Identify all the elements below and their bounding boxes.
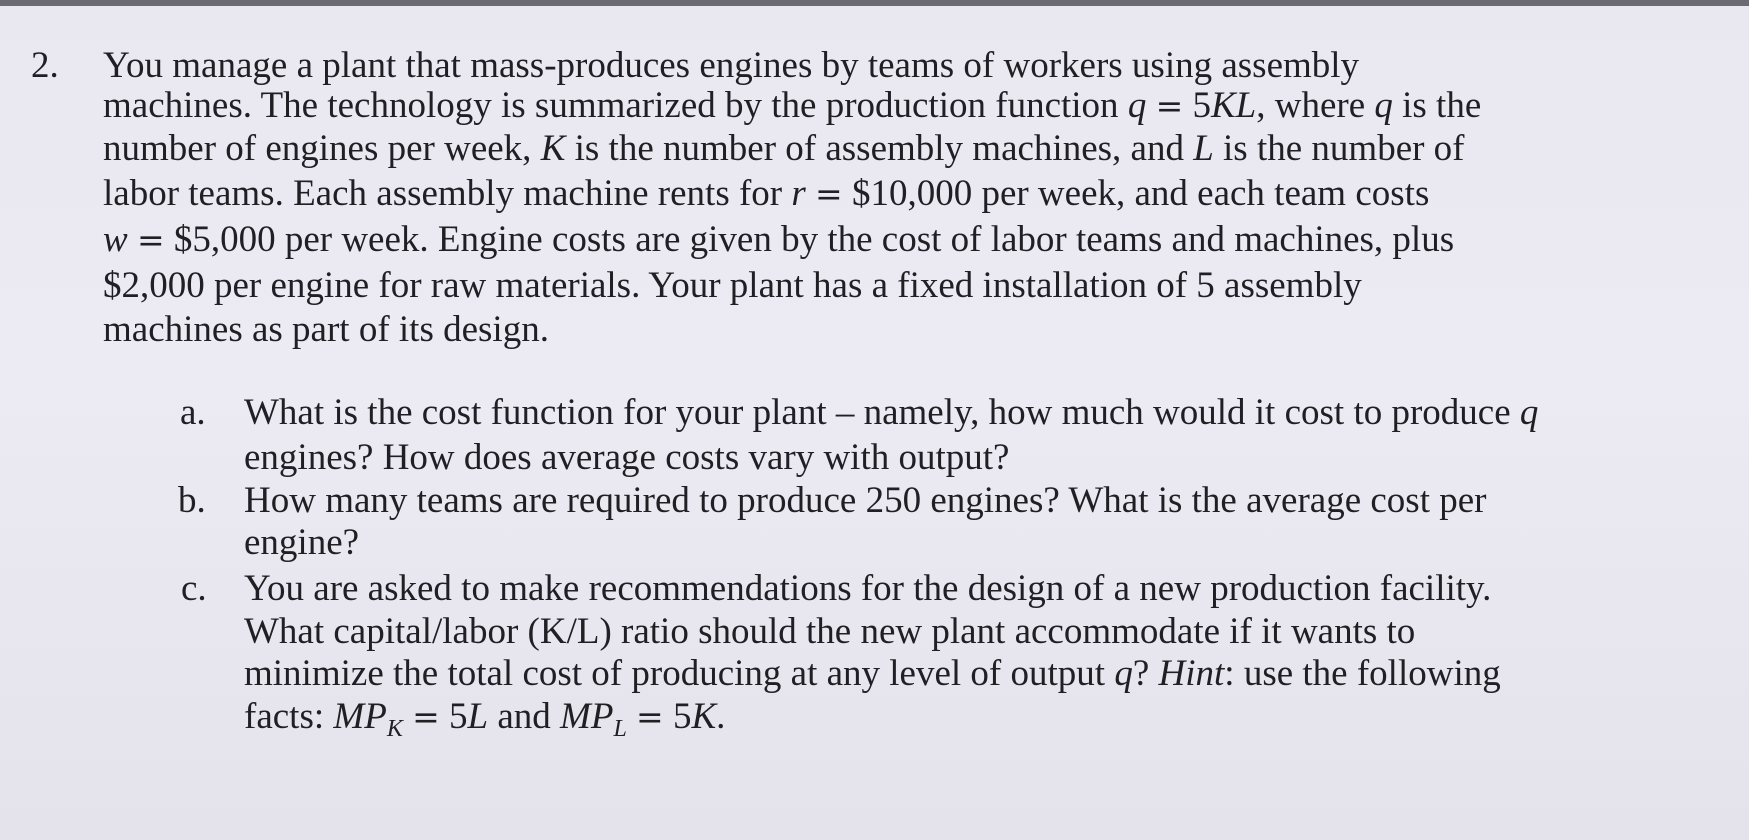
part-c-line-1: You are asked to make recommendations for the design of a new production facility.: [244, 568, 1492, 609]
part-c-line-2: What capital/labor (K/L) ratio should the new plant accommodate if it wants to: [244, 611, 1416, 652]
part-c-line-4: facts: $MP_K = 5L$ and $MP_L = 5K$.: [244, 696, 726, 742]
part-b-line-2: engine?: [244, 522, 360, 563]
part-a-line-2: engines? How does average costs vary with output?: [244, 437, 1010, 478]
problem-line-4: labor teams. Each assembly machine rents for r = $10,000 per week, and each team costs: [103, 173, 1430, 214]
part-a-label: a.: [180, 392, 206, 433]
problem-line-7: machines as part of its design.: [103, 309, 549, 350]
part-b-label: b.: [178, 480, 206, 521]
part-b-line-1: How many teams are required to produce 250 engines? What is the average cost per: [244, 480, 1487, 521]
problem-line-3: number of engines per week, K is the number of assembly machines, and L is the number of: [103, 128, 1465, 169]
part-c-label: c.: [181, 568, 207, 609]
problem-line-1: You manage a plant that mass-produces engines by teams of workers using assembly: [103, 45, 1360, 86]
problem-line-2: machines. The technology is summarized by the production function q = 5KL, where q is the: [103, 85, 1482, 126]
part-a-line-1: What is the cost function for your plant – namely, how much would it cost to produce q: [244, 392, 1539, 433]
part-c-line-3: minimize the total cost of producing at any level of output q? Hint: use the following: [244, 653, 1501, 694]
problem-line-5: w = $5,000 per week. Engine costs are given by the cost of labor teams and machines, plus: [103, 219, 1455, 260]
problem-number: 2.: [31, 45, 59, 86]
problem-line-6: $2,000 per engine for raw materials. Your plant has a fixed installation of 5 assembly: [103, 265, 1362, 306]
